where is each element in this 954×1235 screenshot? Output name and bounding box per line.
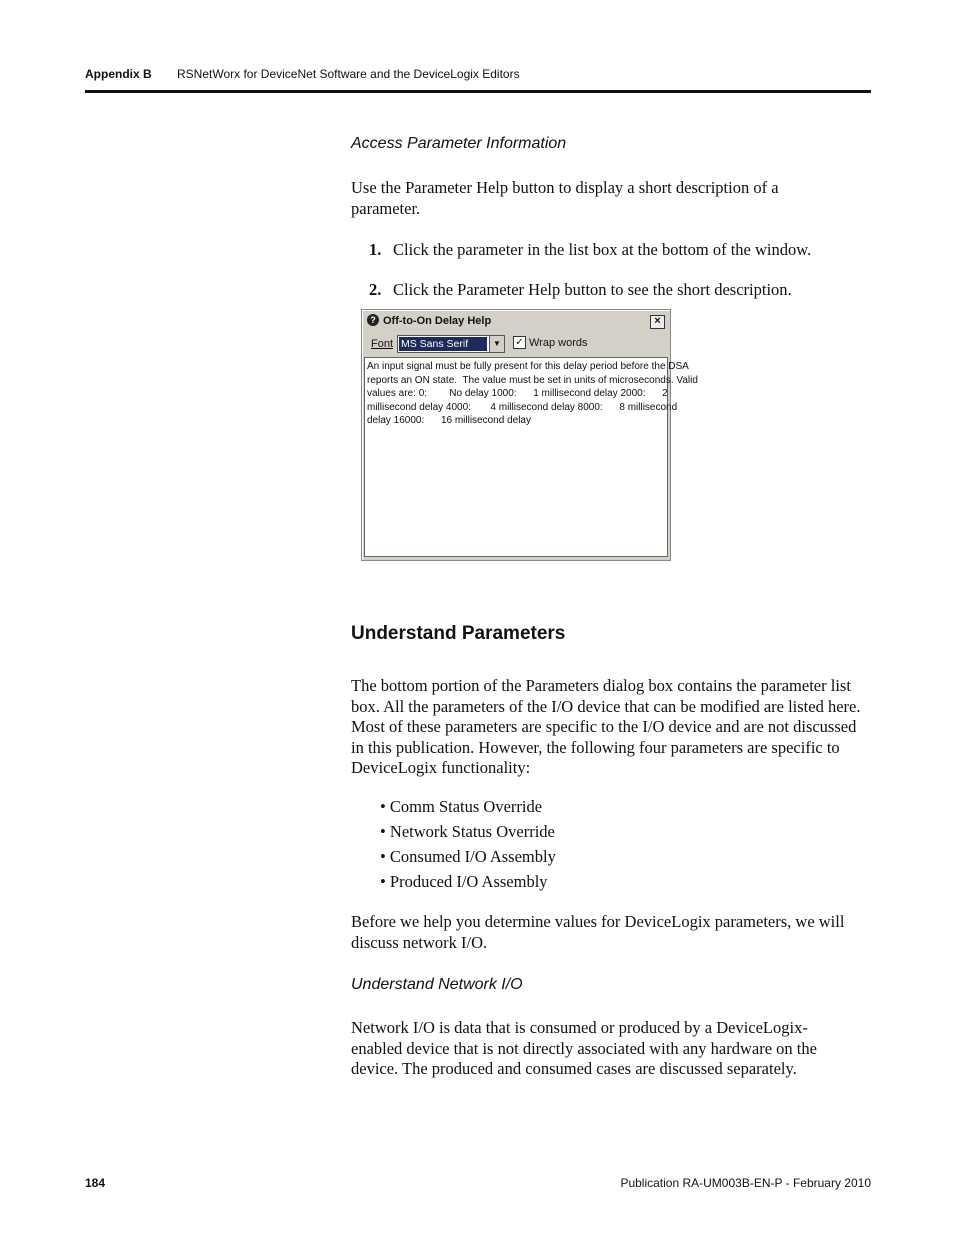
parameter-help-dialog <box>361 309 698 561</box>
step-text: Click the Parameter Help button to see the short description. <box>393 280 792 299</box>
close-icon[interactable]: × <box>650 315 665 329</box>
parameters-paragraph: The bottom portion of the Parameters dialog box contains the parameter list box. All the parameters of the I/O device that can be modified are listed here. Most of these parameters are specific to the I/O device and are not discussed in this publication. However, the following four parameters are specific to DeviceLogix functionality: <box>351 676 861 777</box>
step-number: 1. <box>369 240 382 259</box>
wrap-words-checkbox[interactable]: ✓ <box>513 336 526 349</box>
step-text: Click the parameter in the list box at the bottom of the window. <box>393 240 812 259</box>
subhead-network-io: Understand Network I/O <box>351 976 523 993</box>
wrap-words-label: Wrap words <box>529 337 588 349</box>
devicelogix-paragraph: Before we help you determine values for DeviceLogix parameters, we will discuss network I/O. <box>351 912 845 952</box>
list-item: • Consumed I/O Assembly <box>380 847 556 866</box>
dialog-title-bar <box>364 312 668 331</box>
dialog-toolbar <box>364 332 668 356</box>
subhead-access-parameter: Access Parameter Information <box>351 135 567 152</box>
section-heading: Understand Parameters <box>351 623 566 644</box>
list-item: • Comm Status Override <box>380 797 543 816</box>
publication-info: Publication RA-UM003B-EN-P - February 2010 <box>620 1176 871 1190</box>
chevron-down-icon[interactable]: ▼ <box>489 336 504 352</box>
help-text-area[interactable]: An input signal must be fully present for this delay period before the DSA reports an ON state. The value must be set in units of microseconds. Valid values are: 0: No delay 1000: 1 millisecond delay 2000: 2 millisecond delay 4000: 4 millisecond delay 8000: 8 millisecond delay 16000: 16 millisecond delay <box>364 357 668 557</box>
list-item: • Produced I/O Assembly <box>380 872 548 891</box>
appendix-label: Appendix B <box>85 67 152 81</box>
page-header <box>85 66 871 93</box>
list-item: • Network Status Override <box>380 822 555 841</box>
step-2 <box>369 280 879 300</box>
step-number: 2. <box>369 280 382 299</box>
page-number: 184 <box>85 1176 106 1190</box>
font-label: Font <box>371 338 394 350</box>
help-icon: ? <box>367 314 379 326</box>
intro-paragraph: Use the Parameter Help button to display a short description of a parameter. <box>351 178 779 218</box>
chapter-title: RSNetWorx for DeviceNet Software and the DeviceLogix Editors <box>177 67 520 81</box>
font-select-value: MS Sans Serif <box>399 337 487 351</box>
dialog-title: Off-to-On Delay Help <box>383 315 492 327</box>
step-1 <box>369 240 879 260</box>
parameter-bullet-list <box>380 797 556 897</box>
font-select[interactable] <box>397 335 505 353</box>
network-io-paragraph: Network I/O is data that is consumed or produced by a DeviceLogix-enabled device that is not directly associated with any hardware on the device. The produced and consumed cases are discussed separately. <box>351 1018 817 1078</box>
